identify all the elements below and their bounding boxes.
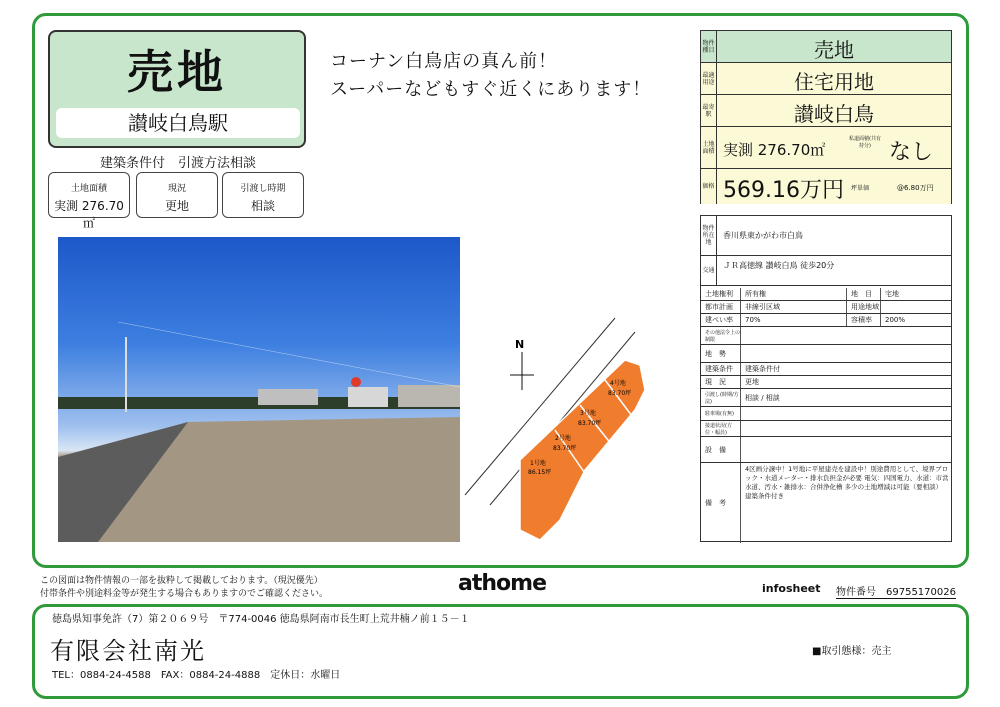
- remarks-text: 4区画分譲中！1号地に平屋建売を建設中！別途費用として、境界ブロック・水道メーター・排水負担金が必要 電気：四国電力、水道：市営水道、汚水・雑排水：合併浄化槽 多少の土地増減は可能（要相談） 建築条件付き: [745, 465, 949, 500]
- detail-key: その他法令上の制限: [701, 327, 741, 344]
- detail-key: 建ぺい率: [701, 314, 741, 326]
- detail-value: 建築条件付: [745, 365, 780, 373]
- tsubo-label: 坪単価: [851, 185, 870, 192]
- area-label: 土地面積: [701, 127, 717, 168]
- detail-key: 用途地域: [847, 301, 881, 313]
- detail-key: 地 勢: [701, 345, 741, 362]
- station-value: 讃岐白鳥: [794, 102, 874, 126]
- catch-line-2: スーパーなどもすぐ近くにあります！: [330, 79, 652, 100]
- detail-value: [881, 301, 953, 313]
- detail-row-remarks: [701, 463, 951, 543]
- chip-value: 実測 276.70㎡: [54, 199, 124, 230]
- detail-row-location: [701, 216, 951, 256]
- catch-line-1: コーナン白鳥店の真ん前！: [330, 51, 558, 72]
- detail-value: 更地: [745, 378, 759, 386]
- table-row: [701, 421, 951, 437]
- title-box: [48, 30, 306, 148]
- private-road-value: なし: [889, 140, 934, 165]
- detail-value: 宅地: [885, 290, 899, 298]
- summary-row-use: [701, 63, 951, 95]
- detail-value: [741, 327, 953, 344]
- chip-value: 更地: [164, 199, 189, 213]
- detail-key: 地 目: [847, 288, 881, 300]
- price-value: 569.16万円: [723, 178, 844, 203]
- traffic-label: 交通: [701, 256, 717, 285]
- detail-value: [741, 407, 953, 420]
- use-value: 住宅用地: [794, 70, 874, 94]
- lot-4-area: 83.70坪: [608, 390, 632, 397]
- table-row: [701, 327, 951, 345]
- conditions-line: 建築条件付 引渡方法相談: [99, 156, 256, 171]
- north-label: N: [515, 338, 525, 351]
- detail-key: 土地権利: [701, 288, 741, 300]
- private-road-label: 私道面積(共有持分): [849, 136, 881, 149]
- detail-value: 200%: [885, 316, 906, 324]
- infosheet-label: infosheet: [762, 582, 821, 595]
- lot-2-area: 83.70坪: [553, 445, 577, 452]
- summary-row-price: [701, 169, 951, 204]
- station-label: 最寄駅: [701, 95, 717, 126]
- property-number: 物件番号 69755170026: [836, 583, 956, 599]
- lot-2-name: 2号地: [555, 435, 571, 442]
- catch-copy: [330, 48, 651, 104]
- traffic-value: ＪＲ高徳線 讃岐白鳥 徒歩20分: [723, 261, 835, 270]
- detail-key: 引渡し(時期/方法): [701, 389, 741, 406]
- table-row: [701, 363, 951, 376]
- chip-label: 引渡し時期: [240, 184, 286, 194]
- type-label: 物件種目: [701, 31, 717, 62]
- chip-handover: [222, 172, 304, 218]
- lot-area: [520, 360, 645, 540]
- detail-key: 現 況: [701, 376, 741, 388]
- property-photo: [58, 237, 460, 542]
- disclaimer-line-1: この図面は物件情報の一部を抜粋して掲載しております。（現況優先）: [40, 576, 323, 586]
- detail-key: 容積率: [847, 314, 881, 326]
- chip-land-area: [48, 172, 130, 230]
- chip-label: 土地面積: [70, 184, 107, 194]
- company-license: 徳島県知事免許（7）第２０６９号 〒774-0046 徳島県阿南市長生町上荒井楠ノ前１５－１: [52, 614, 470, 625]
- lot-1-area: 86.15坪: [528, 469, 552, 476]
- table-row: [701, 301, 951, 314]
- station-title: 讃岐白鳥駅: [56, 108, 300, 138]
- detail-key: 駐車場(有無): [701, 407, 741, 420]
- detail-value: [741, 421, 953, 436]
- detail-row-traffic: [701, 256, 951, 286]
- lot-map: [460, 310, 660, 560]
- location-value: 香川県東かがわ市白鳥: [723, 231, 803, 240]
- detail-key: 設 備: [701, 437, 741, 462]
- summary-table: [700, 30, 952, 204]
- lot-3-name: 3号地: [580, 410, 596, 417]
- detail-value: 相談 / 相談: [745, 393, 780, 402]
- detail-key: 接道状況(方位・幅員): [701, 421, 741, 436]
- use-label: 最適用途: [701, 63, 717, 94]
- deal-type: ■取引態様：売主: [812, 646, 892, 657]
- company-contact: TEL：0884-24-4588 FAX：0884-24-4888 定休日：水曜日: [52, 670, 341, 681]
- table-row: [701, 376, 951, 389]
- photo-scene: [58, 237, 460, 542]
- summary-row-area: [701, 127, 951, 169]
- chip-label: 現況: [167, 184, 186, 194]
- detail-value: 所有権: [741, 288, 847, 300]
- company-name: 有限会社南光: [50, 637, 206, 665]
- detail-key: 都市計画: [701, 301, 741, 313]
- area-value: 実測 276.70㎡: [723, 141, 826, 159]
- detail-value: [741, 345, 953, 362]
- remarks-label: 備 考: [701, 463, 741, 543]
- disclaimer-line-2: 付帯条件や別途料金等が発生する場合もありますのでご確認ください。: [40, 589, 329, 599]
- location-label: 物件所在地: [701, 216, 717, 255]
- detail-value: [741, 437, 953, 462]
- summary-row-station: [701, 95, 951, 127]
- chip-status: [136, 172, 218, 218]
- detail-value: 非線引区域: [741, 301, 847, 313]
- lot-4-name: 4号地: [610, 380, 626, 387]
- table-row: [701, 314, 951, 327]
- table-row: [701, 407, 951, 421]
- table-row: [701, 437, 951, 463]
- disclaimer: [40, 575, 328, 601]
- detail-value: 70%: [741, 314, 847, 326]
- chip-value: 相談: [250, 199, 275, 213]
- page-title: 売地: [127, 45, 227, 99]
- details-table: [700, 215, 952, 542]
- table-row: [701, 389, 951, 407]
- type-value: 売地: [814, 38, 854, 62]
- athome-logo: athome: [458, 571, 546, 596]
- price-label: 価格: [701, 169, 717, 204]
- summary-row-type: [701, 31, 951, 63]
- table-row: [701, 288, 951, 301]
- detail-key: 建築条件: [701, 363, 741, 375]
- lot-1-name: 1号地: [530, 460, 546, 467]
- tsubo-value: @6.80万円: [897, 184, 934, 192]
- lot-3-area: 83.70坪: [578, 420, 602, 427]
- table-row: [701, 345, 951, 363]
